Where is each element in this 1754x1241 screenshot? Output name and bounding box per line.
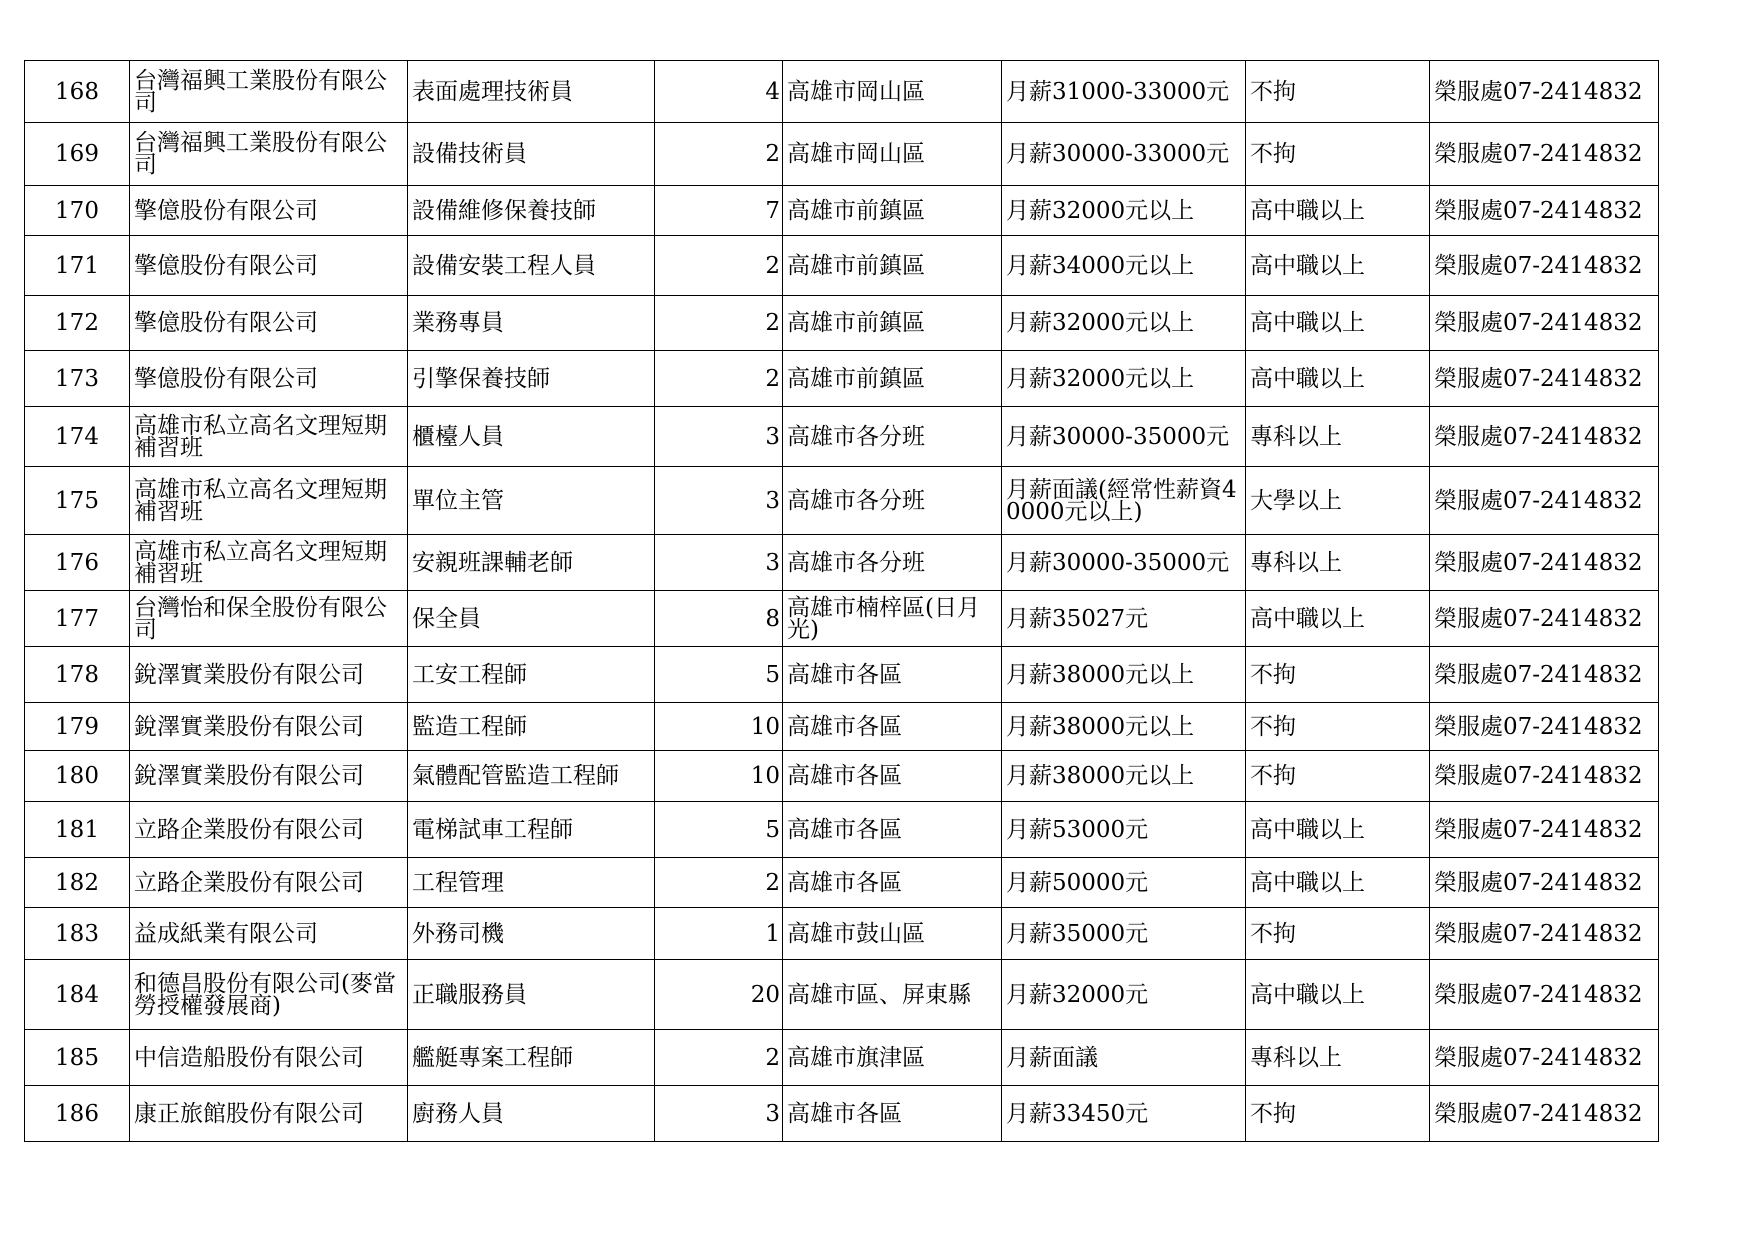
company-cell: 康正旅館股份有限公司 — [130, 1086, 408, 1142]
company-cell: 台灣福興工業股份有限公司 — [130, 61, 408, 123]
row-number-cell: 175 — [25, 467, 130, 535]
company-cell: 擎億股份有限公司 — [130, 351, 408, 407]
contact-cell: 榮服處07-2414832 — [1430, 61, 1659, 123]
headcount-cell: 10 — [655, 751, 783, 802]
company-cell: 中信造船股份有限公司 — [130, 1030, 408, 1086]
headcount-cell: 3 — [655, 535, 783, 591]
table-row — [25, 407, 1659, 467]
contact-cell: 榮服處07-2414832 — [1430, 908, 1659, 960]
row-number-cell: 185 — [25, 1030, 130, 1086]
contact-cell: 榮服處07-2414832 — [1430, 703, 1659, 751]
headcount-cell: 2 — [655, 236, 783, 296]
location-cell: 高雄市各分班 — [783, 467, 1002, 535]
company-cell: 擎億股份有限公司 — [130, 296, 408, 351]
education-cell: 不拘 — [1246, 1086, 1430, 1142]
salary-cell: 月薪53000元 — [1002, 802, 1246, 858]
position-cell: 工程管理 — [408, 858, 655, 908]
job-listing-table — [24, 60, 1659, 1142]
headcount-cell: 20 — [655, 960, 783, 1030]
company-cell: 銳澤實業股份有限公司 — [130, 703, 408, 751]
salary-cell: 月薪32000元 — [1002, 960, 1246, 1030]
education-cell: 高中職以上 — [1246, 236, 1430, 296]
education-cell: 專科以上 — [1246, 1030, 1430, 1086]
job-listing-body — [25, 61, 1659, 1142]
contact-cell: 榮服處07-2414832 — [1430, 467, 1659, 535]
table-row — [25, 467, 1659, 535]
contact-cell: 榮服處07-2414832 — [1430, 351, 1659, 407]
table-row — [25, 802, 1659, 858]
salary-cell: 月薪33450元 — [1002, 1086, 1246, 1142]
position-cell: 設備技術員 — [408, 123, 655, 186]
position-cell: 櫃檯人員 — [408, 407, 655, 467]
company-cell: 立路企業股份有限公司 — [130, 858, 408, 908]
salary-cell: 月薪35027元 — [1002, 591, 1246, 647]
location-cell: 高雄市各區 — [783, 1086, 1002, 1142]
headcount-cell: 2 — [655, 351, 783, 407]
headcount-cell: 2 — [655, 123, 783, 186]
position-cell: 艦艇專案工程師 — [408, 1030, 655, 1086]
headcount-cell: 3 — [655, 407, 783, 467]
row-number-cell: 172 — [25, 296, 130, 351]
table-row — [25, 908, 1659, 960]
contact-cell: 榮服處07-2414832 — [1430, 591, 1659, 647]
contact-cell: 榮服處07-2414832 — [1430, 802, 1659, 858]
row-number-cell: 181 — [25, 802, 130, 858]
position-cell: 安親班課輔老師 — [408, 535, 655, 591]
row-number-cell: 177 — [25, 591, 130, 647]
education-cell: 大學以上 — [1246, 467, 1430, 535]
position-cell: 表面處理技術員 — [408, 61, 655, 123]
salary-cell: 月薪32000元以上 — [1002, 186, 1246, 236]
education-cell: 高中職以上 — [1246, 186, 1430, 236]
headcount-cell: 4 — [655, 61, 783, 123]
company-cell: 台灣怡和保全股份有限公司 — [130, 591, 408, 647]
company-cell: 銳澤實業股份有限公司 — [130, 751, 408, 802]
headcount-cell: 7 — [655, 186, 783, 236]
salary-cell: 月薪35000元 — [1002, 908, 1246, 960]
company-cell: 高雄市私立高名文理短期補習班 — [130, 535, 408, 591]
row-number-cell: 178 — [25, 647, 130, 703]
contact-cell: 榮服處07-2414832 — [1430, 1030, 1659, 1086]
table-row — [25, 123, 1659, 186]
education-cell: 高中職以上 — [1246, 858, 1430, 908]
headcount-cell: 2 — [655, 296, 783, 351]
contact-cell: 榮服處07-2414832 — [1430, 296, 1659, 351]
headcount-cell: 1 — [655, 908, 783, 960]
salary-cell: 月薪34000元以上 — [1002, 236, 1246, 296]
row-number-cell: 170 — [25, 186, 130, 236]
table-row — [25, 1030, 1659, 1086]
location-cell: 高雄市各分班 — [783, 407, 1002, 467]
row-number-cell: 171 — [25, 236, 130, 296]
position-cell: 保全員 — [408, 591, 655, 647]
company-cell: 擎億股份有限公司 — [130, 236, 408, 296]
position-cell: 正職服務員 — [408, 960, 655, 1030]
contact-cell: 榮服處07-2414832 — [1430, 858, 1659, 908]
education-cell: 不拘 — [1246, 123, 1430, 186]
table-row — [25, 647, 1659, 703]
location-cell: 高雄市岡山區 — [783, 61, 1002, 123]
table-row — [25, 296, 1659, 351]
table-row — [25, 960, 1659, 1030]
education-cell: 不拘 — [1246, 61, 1430, 123]
position-cell: 設備維修保養技師 — [408, 186, 655, 236]
location-cell: 高雄市前鎮區 — [783, 296, 1002, 351]
location-cell: 高雄市各區 — [783, 802, 1002, 858]
salary-cell: 月薪32000元以上 — [1002, 351, 1246, 407]
location-cell: 高雄市楠梓區(日月光) — [783, 591, 1002, 647]
company-cell: 高雄市私立高名文理短期補習班 — [130, 407, 408, 467]
row-number-cell: 183 — [25, 908, 130, 960]
table-row — [25, 535, 1659, 591]
company-cell: 銳澤實業股份有限公司 — [130, 647, 408, 703]
location-cell: 高雄市各區 — [783, 858, 1002, 908]
position-cell: 引擎保養技師 — [408, 351, 655, 407]
salary-cell: 月薪38000元以上 — [1002, 751, 1246, 802]
position-cell: 單位主管 — [408, 467, 655, 535]
location-cell: 高雄市各區 — [783, 751, 1002, 802]
company-cell: 擎億股份有限公司 — [130, 186, 408, 236]
education-cell: 高中職以上 — [1246, 296, 1430, 351]
location-cell: 高雄市鼓山區 — [783, 908, 1002, 960]
education-cell: 高中職以上 — [1246, 351, 1430, 407]
table-row — [25, 591, 1659, 647]
row-number-cell: 179 — [25, 703, 130, 751]
education-cell: 不拘 — [1246, 703, 1430, 751]
salary-cell: 月薪30000-35000元 — [1002, 535, 1246, 591]
contact-cell: 榮服處07-2414832 — [1430, 535, 1659, 591]
contact-cell: 榮服處07-2414832 — [1430, 123, 1659, 186]
row-number-cell: 184 — [25, 960, 130, 1030]
position-cell: 設備安裝工程人員 — [408, 236, 655, 296]
table-row — [25, 236, 1659, 296]
headcount-cell: 2 — [655, 858, 783, 908]
company-cell: 高雄市私立高名文理短期補習班 — [130, 467, 408, 535]
table-row — [25, 351, 1659, 407]
table-row — [25, 61, 1659, 123]
salary-cell: 月薪30000-35000元 — [1002, 407, 1246, 467]
contact-cell: 榮服處07-2414832 — [1430, 186, 1659, 236]
location-cell: 高雄市各區 — [783, 647, 1002, 703]
location-cell: 高雄市旗津區 — [783, 1030, 1002, 1086]
position-cell: 業務專員 — [408, 296, 655, 351]
contact-cell: 榮服處07-2414832 — [1430, 407, 1659, 467]
position-cell: 監造工程師 — [408, 703, 655, 751]
salary-cell: 月薪50000元 — [1002, 858, 1246, 908]
location-cell: 高雄市前鎮區 — [783, 236, 1002, 296]
education-cell: 高中職以上 — [1246, 591, 1430, 647]
education-cell: 專科以上 — [1246, 407, 1430, 467]
education-cell: 專科以上 — [1246, 535, 1430, 591]
contact-cell: 榮服處07-2414832 — [1430, 236, 1659, 296]
salary-cell: 月薪面議(經常性薪資40000元以上) — [1002, 467, 1246, 535]
row-number-cell: 168 — [25, 61, 130, 123]
salary-cell: 月薪30000-33000元 — [1002, 123, 1246, 186]
row-number-cell: 180 — [25, 751, 130, 802]
row-number-cell: 182 — [25, 858, 130, 908]
location-cell: 高雄市前鎮區 — [783, 351, 1002, 407]
education-cell: 不拘 — [1246, 647, 1430, 703]
headcount-cell: 3 — [655, 1086, 783, 1142]
headcount-cell: 2 — [655, 1030, 783, 1086]
table-row — [25, 703, 1659, 751]
salary-cell: 月薪38000元以上 — [1002, 647, 1246, 703]
row-number-cell: 174 — [25, 407, 130, 467]
salary-cell: 月薪31000-33000元 — [1002, 61, 1246, 123]
headcount-cell: 5 — [655, 802, 783, 858]
salary-cell: 月薪32000元以上 — [1002, 296, 1246, 351]
row-number-cell: 176 — [25, 535, 130, 591]
row-number-cell: 173 — [25, 351, 130, 407]
education-cell: 不拘 — [1246, 751, 1430, 802]
location-cell: 高雄市各分班 — [783, 535, 1002, 591]
position-cell: 電梯試車工程師 — [408, 802, 655, 858]
row-number-cell: 186 — [25, 1086, 130, 1142]
headcount-cell: 5 — [655, 647, 783, 703]
contact-cell: 榮服處07-2414832 — [1430, 647, 1659, 703]
headcount-cell: 8 — [655, 591, 783, 647]
education-cell: 高中職以上 — [1246, 802, 1430, 858]
table-row — [25, 186, 1659, 236]
position-cell: 廚務人員 — [408, 1086, 655, 1142]
position-cell: 氣體配管監造工程師 — [408, 751, 655, 802]
contact-cell: 榮服處07-2414832 — [1430, 960, 1659, 1030]
position-cell: 工安工程師 — [408, 647, 655, 703]
location-cell: 高雄市岡山區 — [783, 123, 1002, 186]
location-cell: 高雄市各區 — [783, 703, 1002, 751]
company-cell: 立路企業股份有限公司 — [130, 802, 408, 858]
table-row — [25, 1086, 1659, 1142]
headcount-cell: 10 — [655, 703, 783, 751]
headcount-cell: 3 — [655, 467, 783, 535]
position-cell: 外務司機 — [408, 908, 655, 960]
company-cell: 和德昌股份有限公司(麥當勞授權發展商) — [130, 960, 408, 1030]
salary-cell: 月薪面議 — [1002, 1030, 1246, 1086]
company-cell: 益成紙業有限公司 — [130, 908, 408, 960]
education-cell: 高中職以上 — [1246, 960, 1430, 1030]
location-cell: 高雄市區、屏東縣 — [783, 960, 1002, 1030]
table-row — [25, 751, 1659, 802]
education-cell: 不拘 — [1246, 908, 1430, 960]
table-row — [25, 858, 1659, 908]
contact-cell: 榮服處07-2414832 — [1430, 1086, 1659, 1142]
row-number-cell: 169 — [25, 123, 130, 186]
company-cell: 台灣福興工業股份有限公司 — [130, 123, 408, 186]
location-cell: 高雄市前鎮區 — [783, 186, 1002, 236]
contact-cell: 榮服處07-2414832 — [1430, 751, 1659, 802]
salary-cell: 月薪38000元以上 — [1002, 703, 1246, 751]
